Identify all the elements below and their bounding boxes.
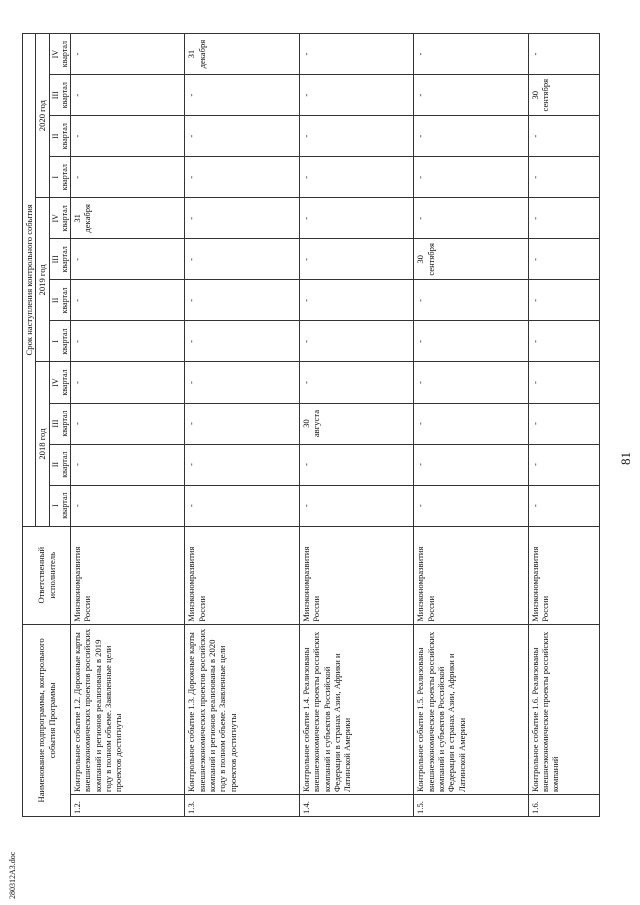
- header-quarter: [49, 198, 70, 239]
- control-events-table: [22, 33, 600, 817]
- header-quarter: [49, 444, 70, 485]
- deadline-empty-cell: -: [185, 157, 299, 198]
- deadline-empty-cell: -: [528, 157, 599, 198]
- header-quarter: [49, 75, 70, 116]
- deadline-date-cell: 30 сентября: [528, 75, 599, 116]
- header-deadline-group: Срок наступления контрольного события: [23, 34, 36, 527]
- event-name: Контрольное событие 1.2. Дорожные карты внешнеэкономических проектов российских компаний и регионов реализованы в 2019 году в полном объеме. Заявленные цели проектов достигнуты: [71, 624, 185, 794]
- deadline-empty-cell: -: [299, 280, 413, 321]
- deadline-empty-cell: -: [528, 34, 599, 75]
- row-number: 1.6.: [528, 794, 599, 816]
- responsible-executor: Минэкономразвития России: [414, 526, 528, 624]
- deadline-empty-cell: -: [185, 403, 299, 444]
- table-row: [185, 34, 299, 817]
- table-header: [23, 34, 71, 817]
- deadline-empty-cell: -: [185, 75, 299, 116]
- deadline-date-cell: 31 декабря: [71, 198, 185, 239]
- table-row: [299, 34, 413, 817]
- header-year: 2020 год: [36, 34, 49, 198]
- document-footer-code: 280312А3.doc: [8, 851, 17, 899]
- row-number: 1.2.: [71, 794, 185, 816]
- header-responsible-column: Ответственный исполнитель: [23, 526, 71, 624]
- deadline-empty-cell: -: [299, 157, 413, 198]
- quarter-number: III: [50, 255, 60, 264]
- quarter-word: квартал: [59, 164, 69, 191]
- deadline-empty-cell: -: [414, 157, 528, 198]
- quarter-number: IV: [50, 49, 60, 59]
- quarter-word: квартал: [59, 82, 69, 109]
- deadline-date-cell: 31 декабря: [185, 34, 299, 75]
- deadline-empty-cell: -: [185, 239, 299, 280]
- deadline-empty-cell: -: [299, 116, 413, 157]
- quarter-number: II: [50, 297, 60, 304]
- deadline-empty-cell: -: [414, 75, 528, 116]
- quarter-number: I: [50, 340, 60, 343]
- deadline-empty-cell: -: [299, 198, 413, 239]
- quarter-number: IV: [50, 214, 60, 223]
- header-quarter: [49, 116, 70, 157]
- responsible-executor: Минэкономразвития России: [528, 526, 599, 624]
- deadline-empty-cell: -: [185, 280, 299, 321]
- responsible-executor: Минэкономразвития России: [185, 526, 299, 624]
- quarter-word: квартал: [59, 287, 69, 314]
- event-name: Контрольное событие 1.3. Дорожные карты внешнеэкономических проектов российских компаний и регионов реализованы в 2020 году в полном объеме. Заявленные цели проектов достигнуты: [185, 624, 299, 794]
- deadline-empty-cell: -: [71, 321, 185, 362]
- header-name-column: Наименование подпрограммы, контрольного события Программы: [23, 624, 71, 816]
- deadline-empty-cell: -: [528, 362, 599, 403]
- deadline-empty-cell: -: [71, 362, 185, 403]
- quarter-word: квартал: [59, 451, 69, 478]
- deadline-empty-cell: -: [528, 444, 599, 485]
- deadline-empty-cell: -: [71, 34, 185, 75]
- table-row: [414, 34, 528, 817]
- deadline-empty-cell: -: [414, 34, 528, 75]
- deadline-empty-cell: -: [528, 198, 599, 239]
- deadline-empty-cell: -: [185, 444, 299, 485]
- event-name: Контрольное событие 1.5. Реализованы внешнеэкономические проекты российских компаний и субъектов Российской Федерации в странах Азии, Африки и Латинской Америки: [414, 624, 528, 794]
- event-name: Контрольное событие 1.4. Реализованы внешнеэкономические проекты российских компаний и субъектов Российской Федерации в странах Азии, Африки и Латинской Америки: [299, 624, 413, 794]
- header-year: 2018 год: [36, 362, 49, 526]
- deadline-empty-cell: -: [185, 116, 299, 157]
- deadline-empty-cell: -: [185, 485, 299, 526]
- deadline-empty-cell: -: [71, 239, 185, 280]
- quarter-word: квартал: [59, 40, 69, 68]
- deadline-empty-cell: -: [528, 485, 599, 526]
- deadline-empty-cell: -: [414, 403, 528, 444]
- quarter-number: III: [50, 419, 60, 428]
- quarter-word: квартал: [59, 410, 69, 437]
- deadline-empty-cell: -: [185, 198, 299, 239]
- deadline-empty-cell: -: [299, 75, 413, 116]
- deadline-empty-cell: -: [528, 116, 599, 157]
- header-quarter: [49, 34, 70, 75]
- quarter-number: II: [50, 461, 60, 468]
- deadline-empty-cell: -: [71, 403, 185, 444]
- quarter-word: квартал: [59, 205, 69, 232]
- quarter-word: квартал: [59, 492, 69, 519]
- quarter-number: I: [50, 504, 60, 507]
- row-number: 1.4.: [299, 794, 413, 816]
- page-number: 81: [618, 452, 633, 465]
- deadline-empty-cell: -: [299, 444, 413, 485]
- event-name: Контрольное событие 1.6. Реализованы внешнеэкономические проекты российских компаний: [528, 624, 599, 794]
- quarter-number: II: [50, 133, 60, 139]
- header-year: 2019 год: [36, 198, 49, 362]
- table-row: [71, 34, 185, 817]
- row-number: 1.3.: [185, 794, 299, 816]
- quarter-word: квартал: [59, 328, 69, 355]
- deadline-empty-cell: -: [414, 444, 528, 485]
- deadline-empty-cell: -: [185, 362, 299, 403]
- deadline-empty-cell: -: [71, 75, 185, 116]
- header-quarter: [49, 362, 70, 403]
- deadline-empty-cell: -: [528, 403, 599, 444]
- deadline-empty-cell: -: [414, 116, 528, 157]
- quarter-word: квартал: [59, 369, 69, 396]
- deadline-empty-cell: -: [71, 116, 185, 157]
- row-number: 1.5.: [414, 794, 528, 816]
- deadline-empty-cell: -: [528, 239, 599, 280]
- deadline-empty-cell: -: [299, 485, 413, 526]
- deadline-empty-cell: -: [528, 280, 599, 321]
- deadline-empty-cell: -: [414, 321, 528, 362]
- quarter-number: III: [50, 91, 60, 100]
- deadline-empty-cell: -: [414, 198, 528, 239]
- quarter-number: I: [50, 175, 60, 179]
- header-quarter: [49, 239, 70, 280]
- deadline-empty-cell: -: [185, 321, 299, 362]
- quarter-word: квартал: [59, 123, 69, 150]
- deadline-empty-cell: -: [299, 362, 413, 403]
- deadline-empty-cell: -: [71, 444, 185, 485]
- header-quarter: [49, 157, 70, 198]
- responsible-executor: Минэкономразвития России: [71, 526, 185, 624]
- responsible-executor: Минэкономразвития России: [299, 526, 413, 624]
- header-quarter: [49, 403, 70, 444]
- deadline-empty-cell: -: [299, 34, 413, 75]
- deadline-empty-cell: -: [71, 157, 185, 198]
- deadline-date-cell: 30 сентября: [414, 239, 528, 280]
- quarter-word: квартал: [59, 246, 69, 273]
- deadline-date-cell: 30 августа: [299, 403, 413, 444]
- deadline-empty-cell: -: [71, 485, 185, 526]
- table-body: [71, 34, 600, 817]
- header-quarter: [49, 485, 70, 526]
- deadline-empty-cell: -: [299, 239, 413, 280]
- header-quarter: [49, 280, 70, 321]
- deadline-empty-cell: -: [414, 485, 528, 526]
- deadline-empty-cell: -: [528, 321, 599, 362]
- table-row: [528, 34, 599, 817]
- deadline-empty-cell: -: [299, 321, 413, 362]
- header-quarter: [49, 321, 70, 362]
- quarter-number: IV: [50, 378, 60, 387]
- deadline-empty-cell: -: [71, 280, 185, 321]
- deadline-empty-cell: -: [414, 280, 528, 321]
- deadline-empty-cell: -: [414, 362, 528, 403]
